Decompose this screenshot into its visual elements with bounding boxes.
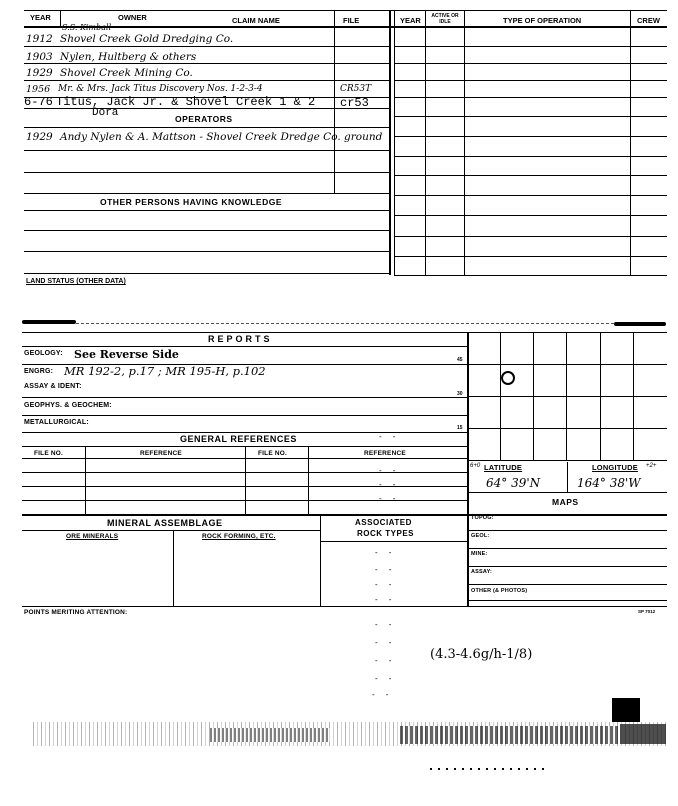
operator-year-1929: 1929: [26, 131, 53, 143]
geology-label: GEOLOGY:: [24, 350, 63, 357]
header-file: FILE: [343, 16, 360, 25]
gr-file-no-2: FILE NO.: [258, 450, 288, 457]
operator-nylen-mattson: Andy Nylen & A. Mattson - Shovel Creek Dredge Co. ground: [60, 131, 383, 143]
assay-ident-label: ASSAY & IDENT:: [24, 383, 82, 390]
header-crew: CREW: [637, 16, 660, 25]
header-type-of-operation: TYPE OF OPERATION: [503, 16, 582, 25]
rock-forming-label: ROCK FORMING, ETC.: [202, 533, 276, 540]
location-marker-icon: [501, 371, 515, 385]
num-15: 15: [457, 425, 463, 431]
header-year-2: YEAR: [400, 16, 421, 25]
owner-shovel-creek-mining: Shovel Creek Mining Co.: [60, 67, 193, 79]
owner-year-1903: 1903: [26, 51, 53, 63]
header-year: YEAR: [30, 13, 51, 22]
longitude-label: LONGITUDE: [592, 463, 638, 472]
num-45: 45: [457, 357, 463, 363]
owner-year-6-76: 6-76: [24, 95, 53, 109]
num-30: 30: [457, 391, 463, 397]
owner-dora: Dora: [92, 107, 119, 119]
latitude-value: 64° 39'N: [486, 476, 541, 490]
maps-geol: GEOL:: [471, 533, 490, 539]
form-number: SP 7012: [638, 609, 656, 614]
ore-minerals-label: ORE MINERALS: [66, 533, 119, 540]
maps-assay: ASSAY:: [471, 569, 493, 575]
file-cr53t: CR53T: [340, 84, 372, 94]
maps-other: OTHER (& PHOTOS): [471, 588, 528, 594]
maps-title: MAPS: [552, 497, 579, 507]
owner-shovel-creek-gold: Shovel Creek Gold Dredging Co.: [60, 33, 234, 45]
owner-nylen: Nylen, Hultberg & others: [60, 51, 197, 63]
lon-suffix: +2+: [646, 463, 657, 469]
owner-year-1956: 1956: [26, 84, 51, 95]
associated-label: ASSOCIATED: [355, 518, 412, 527]
owner-kimball: S.S. Kimball: [62, 23, 112, 32]
owner-titus-discovery: Mr. & Mrs. Jack Titus Discovery Nos. 1-2-3-4: [58, 84, 263, 94]
header-active-idle: ACTIVE OR IDLE: [431, 13, 459, 25]
gr-file-no: FILE NO.: [34, 450, 64, 457]
owner-year-1929: 1929: [26, 67, 53, 79]
owner-titus-jack: Titus, Jack Jr. & Shovel Creek 1 & 2: [56, 95, 316, 109]
owner-year-1912: 1912: [26, 33, 53, 45]
gr-reference: REFERENCE: [140, 450, 182, 457]
lat-prefix: 6+0: [470, 463, 481, 469]
points-meriting-attention-label: POINTS MERITING ATTENTION:: [24, 609, 128, 616]
reports-title: REPORTS: [208, 334, 273, 344]
engrg-value: MR 192-2, p.17 ; MR 195-H, p.102: [64, 364, 266, 378]
rock-types-label: ROCK TYPES: [357, 529, 415, 538]
other-persons-label: OTHER PERSONS HAVING KNOWLEDGE: [100, 197, 283, 207]
engrg-label: ENGRG:: [24, 368, 54, 375]
latitude-label: LATITUDE: [484, 463, 523, 472]
general-references-title: GENERAL REFERENCES: [180, 434, 297, 444]
operators-label: OPERATORS: [175, 114, 233, 124]
geophys-label: GEOPHYS. & GEOCHEM:: [24, 402, 112, 409]
header-claim-name: CLAIM NAME: [232, 16, 280, 25]
geology-value: See Reverse Side: [74, 348, 179, 361]
header-owner: OWNER: [118, 13, 147, 22]
handwritten-note: (4.3-4.6g/h-1/8): [430, 647, 533, 662]
maps-mine: MINE:: [471, 551, 488, 557]
longitude-value: 164° 38'W: [577, 476, 641, 490]
mineral-assemblage-title: MINERAL ASSEMBLAGE: [107, 518, 223, 528]
land-status-label: LAND STATUS (OTHER DATA): [26, 278, 126, 285]
maps-topog: TOPOG:: [471, 515, 494, 521]
file-cr53: cr53: [340, 96, 369, 110]
metallurgical-label: METALLURGICAL:: [24, 419, 89, 426]
gr-reference-2: REFERENCE: [364, 450, 406, 457]
